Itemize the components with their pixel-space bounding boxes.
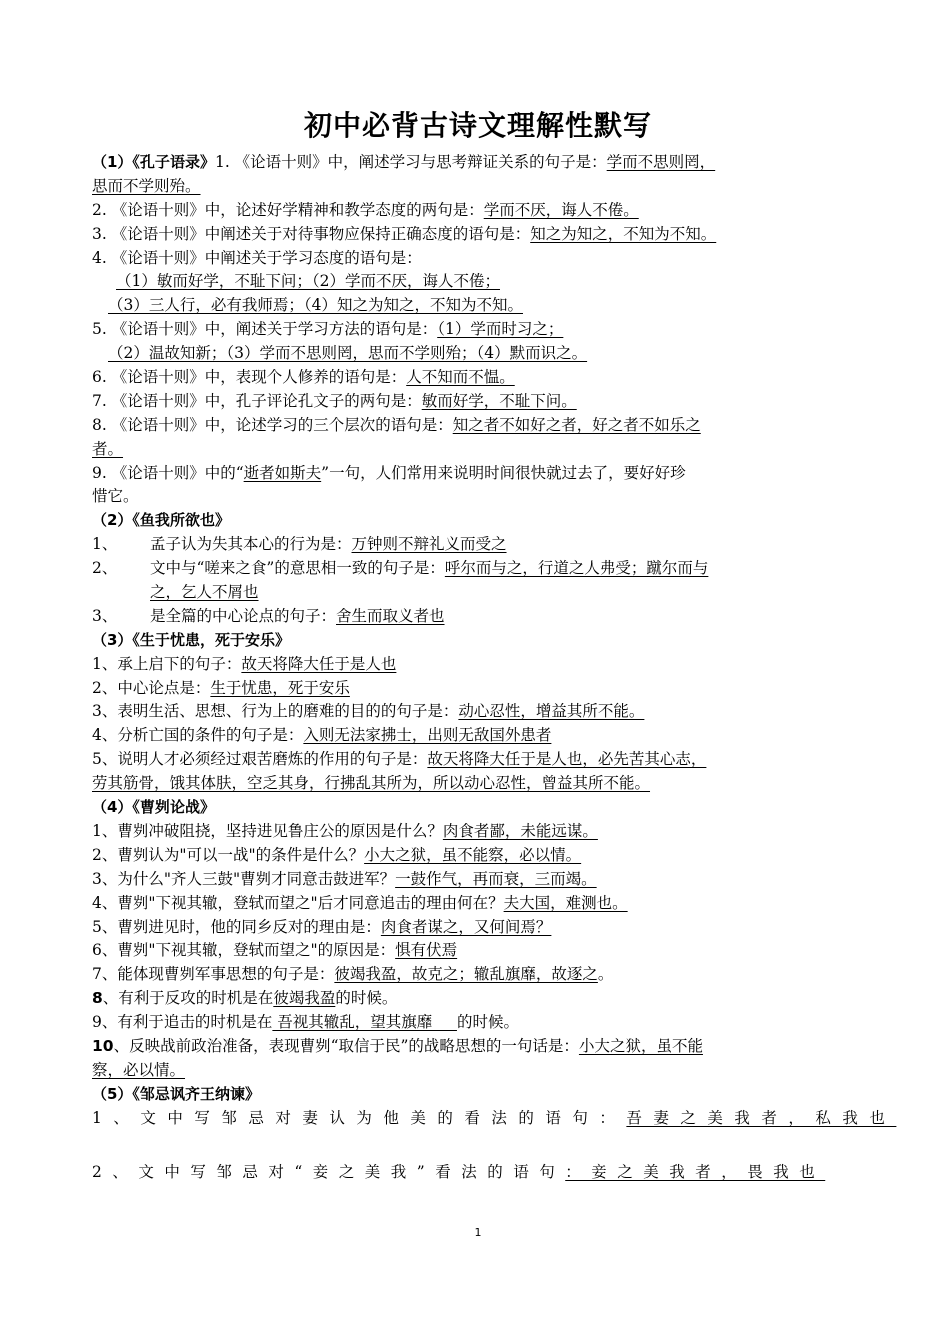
answer-text: 者。: [92, 439, 124, 458]
section-heading-5: （5）《邹忌讽齐王纳谏》: [92, 1084, 260, 1103]
line-s1-q3: [92, 223, 864, 247]
answer-text: 人不知而不愠。: [406, 368, 515, 387]
question-text: 1、文中写邹忌对妻认为他美的看法的语句：: [92, 1108, 627, 1127]
line-s1-q8: [92, 414, 864, 438]
question-text: 2、文中写邹忌对“妾之美我”看法的语句: [92, 1162, 566, 1181]
question-text: 9. 《论语十则》中的“: [92, 463, 244, 482]
item-number: 1、: [92, 535, 118, 554]
line-s4-q6: [92, 939, 864, 963]
line-s4-q5: [92, 916, 864, 940]
question-text: 4、分析亡国的条件的句子是：: [92, 726, 304, 745]
answer-text: （2）温故知新；（3）学而不思则罔，思而不学则殆；（4）默而识之。: [108, 344, 588, 363]
line-s1-q5: [92, 318, 864, 342]
question-text: 7、能体现曹刿军事思想的句子是：: [92, 965, 335, 984]
answer-text: 夫大国，难测也。: [503, 893, 628, 912]
line-s1-q9-cont: [92, 485, 864, 509]
line-s2-q3: [92, 605, 864, 629]
line-s3-q3: [92, 700, 864, 724]
line-s4-q2: [92, 844, 864, 868]
question-text: 5、曹刿进见时，他的同乡反对的理由是：: [92, 917, 381, 936]
page-number: 1: [474, 1226, 482, 1239]
line-s3-q1: [92, 653, 864, 677]
answer-text: 学而不思则罔，: [606, 153, 716, 171]
answer-text: ：妾之美我者，畏我也: [565, 1162, 826, 1181]
answer-text: 吾妻之美我者，私我也: [626, 1108, 897, 1127]
line-s1-q4-b: [92, 294, 864, 318]
section-heading-1: （1）《孔子语录》: [92, 153, 215, 171]
answer-text: 吾视其辙乱，望其旗靡: [272, 1013, 457, 1032]
answer-text: 故天将降大任于是人也，必先苦其心志，: [427, 750, 707, 769]
line-s5-q1: [92, 1107, 897, 1131]
line-s1-q8-cont: [92, 438, 864, 462]
answer-text: 彼竭我盈，故克之；辙乱旗靡，故逐之: [334, 965, 598, 984]
answer-text: （1）敏而好学，不耻下问；（2）学而不厌，诲人不倦；: [116, 272, 500, 291]
question-text: 4、曹刿"下视其辙，登轼而望之"后才同意追击的理由何在？: [92, 893, 504, 912]
line-s4-q7: [92, 963, 864, 987]
question-text: 1、曹刿冲破阻挠，坚持进见鲁庄公的原因是什么？: [92, 821, 443, 840]
answer-text: （1）学而时习之；: [437, 320, 564, 339]
line-s4-q8: [92, 987, 864, 1011]
section-heading-2: （2）《鱼我所欲也》: [92, 511, 230, 530]
line-s2-q1: [92, 533, 864, 557]
question-text: 孟子认为失其本心的行为是：: [150, 535, 352, 554]
answer-text: 察，必以情。: [92, 1060, 186, 1079]
answer-text: 思而不学则殆。: [92, 176, 201, 195]
line-s5-head: [92, 1083, 864, 1107]
question-text: 、有利于反攻的时机是在: [102, 989, 274, 1008]
page-title: 初中必背古诗文理解性默写: [303, 109, 652, 142]
line-s3-q4: [92, 724, 864, 748]
line-s1-q9: [92, 462, 864, 486]
line-s4-q1: [92, 820, 864, 844]
section-heading-4: （4）《曹刿论战》: [92, 798, 215, 817]
line-s1-q1-cont: [92, 175, 864, 199]
answer-text: 小大之狱，虽不能: [578, 1036, 703, 1055]
question-text: 7. 《论语十则》中，孔子评论孔文子的两句是：: [92, 391, 422, 410]
question-text: 2、中心论点是：: [92, 678, 211, 697]
answer-text: 惧有伏焉: [395, 941, 458, 960]
line-s4-q3: [92, 868, 864, 892]
line-s4-q10: [92, 1035, 864, 1059]
question-text: 6、曹刿"下视其辙，登轼而望之"的原因是：: [92, 941, 396, 960]
line-s1-q1: [92, 151, 864, 175]
question-text: 2. 《论语十则》中，论述好学精神和教学态度的两句是：: [92, 200, 484, 219]
answer-text: 知之为知之，不知为不知。: [530, 224, 717, 243]
line-s1-q6: [92, 366, 864, 390]
line-s3-q2: [92, 677, 864, 701]
answer-text: 之，乞人不屑也: [150, 583, 259, 602]
answer-text: 故天将降大任于是人也: [241, 654, 397, 673]
question-text: 3. 《论语十则》中阐述关于对待事物应保持正确态度的语句是：: [92, 224, 531, 243]
line-s3-q5: [92, 748, 864, 772]
line-s1-q7: [92, 390, 864, 414]
answer-text: 肉食者鄙，未能远谋。: [442, 821, 598, 840]
answer-text: 万钟则不辩礼义而受之: [351, 535, 507, 554]
section-heading-3: （3）《生于忧患，死于安乐》: [92, 630, 290, 649]
answer-text: 知之者不如好之者，好之者不如乐之: [452, 415, 701, 434]
line-s1-q4-a: [92, 270, 864, 294]
line-s5-q2: [92, 1161, 864, 1185]
line-s1-q5-b: [92, 342, 864, 366]
line-s4-q9: [92, 1011, 864, 1035]
line-s2-head: [92, 509, 864, 533]
answer-text: 呼尔而与之，行道之人弗受；蹴尔而与: [444, 559, 709, 578]
item-number: 3、: [92, 606, 118, 625]
answer-text: 肉食者谋之，又何间焉？: [380, 917, 552, 936]
question-text: 的时候。: [335, 989, 398, 1008]
line-s3-head: [92, 629, 864, 653]
question-text: 5. 《论语十则》中，阐述关于学习方法的语句是：: [92, 320, 438, 339]
question-text: 9、有利于追击的时机是在: [92, 1013, 273, 1032]
question-text: 的时候。: [456, 1013, 519, 1032]
answer-text: （3）三人行，必有我师焉；（4）知之为知之，不知为不知。: [108, 296, 523, 315]
question-text: 1. 《论语十则》中，阐述学习与思考辩证关系的句子是：: [214, 153, 607, 171]
line-s2-q2: [92, 557, 864, 581]
question-text: 。: [597, 965, 614, 984]
question-text: 文中与“嗟来之食”的意思相一致的句子是：: [150, 559, 445, 578]
answer-text: 动心忍性，增益其所不能。: [458, 702, 645, 721]
item-number: 10: [92, 1036, 114, 1055]
answer-text: 生于忧患，死于安乐: [210, 678, 350, 697]
question-text: 是全篇的中心论点的句子：: [150, 606, 337, 625]
document-body: [92, 151, 897, 1184]
question-text: 5、说明人才必须经过艰苦磨炼的作用的句子是：: [92, 750, 428, 769]
answer-text: 小大之狱，虽不能察，必以情。: [364, 845, 582, 864]
question-text: 、反映战前政治准备，表现曹刿“取信于民”的战略思想的一句话是：: [113, 1036, 579, 1055]
question-text: 惜它。: [92, 487, 139, 506]
item-number: 8: [92, 989, 103, 1008]
line-s1-q4: [92, 247, 864, 271]
answer-text: 逝者如斯夫: [243, 463, 322, 482]
answer-text: 一鼓作气，再而衰，三而竭。: [395, 869, 597, 888]
answer-text: 敏而好学，不耻下问。: [421, 391, 577, 410]
question-text: 3、表明生活、思想、行为上的磨难的目的的句子是：: [92, 702, 459, 721]
line-s4-q4: [92, 892, 864, 916]
question-text: ”一句，人们常用来说明时间很快就过去了，要好好珍: [321, 463, 686, 482]
line-s4-head: [92, 796, 864, 820]
question-text: 3、为什么"齐人三鼓"曹刿才同意击鼓进军？: [92, 869, 396, 888]
line-s2-q2-cont: [92, 581, 864, 605]
line-s4-q10-cont: [92, 1059, 864, 1083]
answer-text: 学而不厌，诲人不倦。: [483, 200, 639, 219]
question-text: 2、曹刿认为"可以一战"的条件是什么？: [92, 845, 365, 864]
answer-text: 彼竭我盈: [273, 989, 336, 1008]
answer-text: 劳其筋骨，饿其体肤，空乏其身，行拂乱其所为，所以动心忍性，曾益其所不能。: [92, 774, 651, 793]
question-text: 8. 《论语十则》中，论述学习的三个层次的语句是：: [92, 415, 453, 434]
question-text: 4. 《论语十则》中阐述关于学习态度的语句是：: [92, 248, 422, 267]
question-text: 6. 《论语十则》中，表现个人修养的语句是：: [92, 368, 407, 387]
line-s1-q2: [92, 199, 864, 223]
line-s3-q5-cont: [92, 772, 864, 796]
question-text: 1、承上启下的句子：: [92, 654, 242, 673]
answer-text: 舍生而取义者也: [336, 606, 445, 625]
answer-text: 入则无法家拂士，出则无敌国外患者: [303, 726, 552, 745]
item-number: 2、: [92, 559, 118, 578]
